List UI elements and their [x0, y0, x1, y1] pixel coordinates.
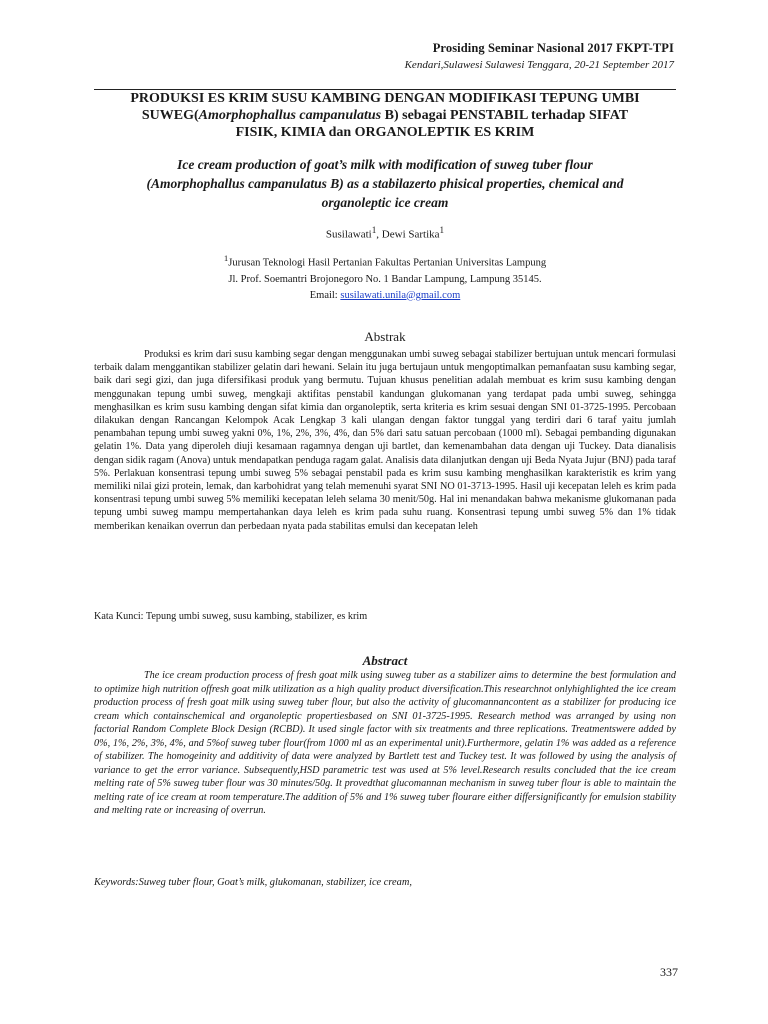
- keywords: Keywords:Suweg tuber flour, Goat’s milk, glukomanan, stabilizer, ice cream,: [94, 877, 412, 888]
- affiliation-email-line: [94, 288, 676, 304]
- author-separator: ,: [376, 228, 382, 241]
- affiliation: [94, 250, 676, 304]
- email-link[interactable]: susilawati.unila@gmail.com: [340, 289, 461, 301]
- proceedings-title: Prosiding Seminar Nasional 2017 FKPT-TPI: [432, 41, 674, 55]
- title-indonesian-species: Amorphophallus campanulatus: [198, 108, 382, 123]
- author-affiliation-mark: 1: [439, 225, 445, 235]
- title-indonesian-line-2: [94, 107, 676, 124]
- author-list: [94, 225, 676, 241]
- author-affiliation-mark: 1: [371, 225, 377, 235]
- email-label: Email:: [309, 289, 341, 301]
- title-indonesian-line-3: FISIK, KIMIA dan ORGANOLEPTIK ES KRIM: [235, 125, 535, 140]
- abstract-body: The ice cream production process of fresh goat milk using suweg tuber as a stabilizer aims to determine the best formulation and to optimize high nutrition offresh goat milk utilization as a high quality product diversification.This researchnot onlyhighlighted the ice cream production process of fresh goat milk using suweg tuber flour, but also the activity of glucomannancontent as a stabilizer for producing ice cream which containschemical and organoleptic propertiesbased on SNI 01-3725-1995. Research method was arranged by using non factorial Random Complete Block Design (RCBD). It used single factor with six treatments and three replications. Treatmentswere added by 0%, 1%, 2%, 3%, 4%, and 5%of suweg tuber flour(from 1000 ml as an experimental unit).Furthermore, gelatin 1% was added as a reference of stabilizer. The homogeinity and additivity of data were analyzed by Bartlett test and Tuckey test. It was followed by using the analysis of variance to get the error variance. Subsequently,HSD parametric test was used at 5% level.Research results concluded that the ice cream melting rate of 5% suweg tuber flour was 30 minutes/50g. It provedthat glucomannan mechanism in suweg tuber flour is able to maintain the melting rate of ice cream at room temperature.The addition of 5% and 1% suweg tuber flourare either differsignificantly for emulsion stability and melting rate or increasing of overrun.: [94, 670, 676, 816]
- title-english-line-2: (Amorphophallus campanulatus B) as a stabilazerto phisical properties, chemical and: [146, 176, 624, 191]
- abstrak-body: Produksi es krim dari susu kambing segar dengan menggunakan umbi suweg sebagai stabilizer bertujuan untuk mencari formulasi terbaik dalam menggantikan stabilizer gelatin dari hewani. Selain itu juga bertujaun untuk mengoptimalkan pemanfaatan susu kambing segar, baik dari segi gizi, dan juga difersifikasi produk yang bermutu. Tujuan khusus penelitian adalah membuat es krim susu kambing dengan menggunakan tepung umbi suweg, mengkaji aktifitas penstabil kandungan glukomanan yang terdapat pada umbi suweg, sehingga menghasilkan es krim susu kambing dengan sifat kimia dan organoleptik, serta kriteria es krim sesuai dengan SNI 01-3725-1995. Percobaan dilakukan dengan Rancangan Kelompok Acak Lengkap 3 kali ulangan dengan faktor tunggal yang terdiri dari 6 taraf yaitu jumlah penambahan tepung umbi suweg yakni 0%, 1%, 2%, 3%, 4%, dan 5% dari satu satuan percobaan (1000 ml). Sebagai pembanding digunakan gelatin 1%. Data yang diperoleh diuji kesamaan ragamnya dengan uji bartlet, dan kemenambahan data dengan uji Tuckey. Data dianalisis dengan sidik ragam (Anova) untuk mendapatkan penduga ragam galat. Analisis data dilanjutkan dengan uji Beda Nyata Jujur (BNJ) pada taraf 5%. Perlakuan konsentrasi tepung umbi suweg 5% sebagai penstabil pada es krim susu kambing menghasilkan karakteristik es krim yang memiliki nilai gizi protein, lemak, dan karbohidrat yang telah memenuhi syarat SNI NO 01-3713-1995. Hasil uji kecepatan leleh es krim pada konsentrasi tepung umbi suweg 5% memiliki kecepatan leleh selama 30 menit/50g. Hal ini menandakan bahwa mekanisme glukomanan pada tepung umbi suweg mampu mempertahankan daya leleh es krim pada suhu ruang. Konsentrasi tepung umbi suweg 5% dan 1% tidak memberikan kenaikan overrun dan perbedaan nyata pada stabilitas emulsi dan kecepatan leleh: [94, 349, 676, 532]
- title-indonesian-line-2-pre: SUWEG(: [141, 108, 199, 123]
- abstrak-heading: Abstrak: [364, 329, 406, 344]
- title-english-line-1: Ice cream production of goat’s milk with modification of suweg tuber flour: [177, 157, 593, 172]
- kata-kunci: Kata Kunci: Tepung umbi suweg, susu kambing, stabilizer, es krim: [94, 611, 368, 622]
- page-number: 337: [660, 965, 678, 979]
- author-name: Dewi Sartika: [381, 228, 440, 241]
- proceedings-location-date: Kendari,Sulawesi Sulawesi Tenggara, 20-21 September 2017: [404, 59, 674, 71]
- affiliation-department: Jurusan Teknologi Hasil Pertanian Fakultas Pertanian Universitas Lampung: [228, 257, 547, 269]
- affiliation-line-1: [94, 250, 676, 272]
- title-english: [94, 155, 676, 212]
- title-indonesian: [94, 90, 676, 141]
- affiliation-address: Jl. Prof. Soemantri Brojonegoro No. 1 Bandar Lampung, Lampung 35145.: [228, 273, 542, 285]
- title-indonesian-line-1: PRODUKSI ES KRIM SUSU KAMBING DENGAN MODIFIKASI TEPUNG UMBI: [130, 91, 640, 106]
- title-english-line-3: organoleptic ice cream: [321, 195, 449, 210]
- abstract-heading: Abstract: [362, 653, 408, 668]
- title-indonesian-line-2-post: B) sebagai PENSTABIL terhadap SIFAT: [381, 108, 629, 123]
- author-name: Susilawati: [325, 228, 372, 241]
- affiliation-mark: 1: [223, 253, 229, 263]
